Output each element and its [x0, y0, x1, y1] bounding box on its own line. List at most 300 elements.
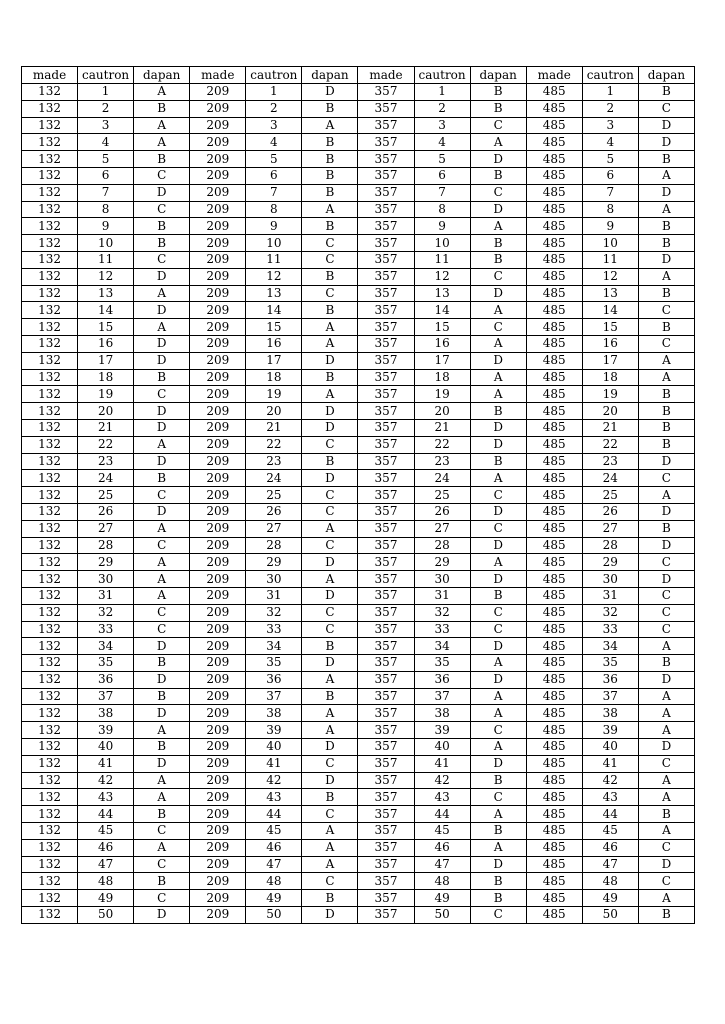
cell-answer: A: [638, 823, 694, 840]
cell-exam-code: 485: [526, 571, 582, 588]
cell-answer: D: [470, 537, 526, 554]
cell-answer: A: [470, 554, 526, 571]
cell-exam-code: 485: [526, 201, 582, 218]
cell-exam-code: 485: [526, 705, 582, 722]
cell-answer: A: [302, 335, 358, 352]
cell-answer: C: [302, 285, 358, 302]
column-header-answer: dapan: [638, 67, 694, 84]
cell-answer: C: [302, 235, 358, 252]
cell-exam-code: 485: [526, 352, 582, 369]
cell-exam-code: 357: [358, 806, 414, 823]
cell-exam-code: 357: [358, 688, 414, 705]
cell-question-number: 30: [78, 571, 134, 588]
cell-answer: A: [134, 84, 190, 101]
cell-answer: D: [470, 201, 526, 218]
cell-question-number: 29: [582, 554, 638, 571]
cell-answer: D: [134, 755, 190, 772]
cell-exam-code: 209: [190, 319, 246, 336]
cell-answer: B: [638, 319, 694, 336]
cell-answer: B: [302, 100, 358, 117]
cell-question-number: 12: [582, 268, 638, 285]
cell-exam-code: 485: [526, 688, 582, 705]
cell-exam-code: 357: [358, 453, 414, 470]
cell-answer: A: [638, 890, 694, 907]
cell-exam-code: 209: [190, 84, 246, 101]
cell-question-number: 21: [246, 419, 302, 436]
cell-answer: C: [638, 302, 694, 319]
table-row: [22, 537, 695, 554]
cell-answer: D: [638, 184, 694, 201]
cell-exam-code: 209: [190, 671, 246, 688]
cell-question-number: 46: [582, 839, 638, 856]
table-row: [22, 403, 695, 420]
cell-question-number: 25: [78, 487, 134, 504]
cell-question-number: 20: [78, 403, 134, 420]
cell-answer: C: [134, 167, 190, 184]
cell-question-number: 43: [246, 789, 302, 806]
table-row: [22, 167, 695, 184]
cell-question-number: 20: [414, 403, 470, 420]
cell-exam-code: 357: [358, 184, 414, 201]
cell-exam-code: 132: [22, 419, 78, 436]
table-row: [22, 587, 695, 604]
cell-answer: A: [134, 134, 190, 151]
cell-question-number: 3: [246, 117, 302, 134]
cell-question-number: 21: [414, 419, 470, 436]
cell-exam-code: 357: [358, 302, 414, 319]
cell-answer: B: [638, 84, 694, 101]
table-row: [22, 705, 695, 722]
cell-exam-code: 209: [190, 705, 246, 722]
cell-question-number: 44: [414, 806, 470, 823]
cell-question-number: 13: [582, 285, 638, 302]
cell-answer: A: [470, 806, 526, 823]
cell-question-number: 15: [246, 319, 302, 336]
cell-exam-code: 485: [526, 873, 582, 890]
cell-answer: B: [302, 134, 358, 151]
cell-exam-code: 209: [190, 268, 246, 285]
cell-question-number: 47: [414, 856, 470, 873]
cell-question-number: 37: [414, 688, 470, 705]
cell-answer: C: [302, 873, 358, 890]
cell-answer: B: [470, 890, 526, 907]
cell-answer: C: [302, 755, 358, 772]
cell-answer: D: [638, 856, 694, 873]
cell-question-number: 41: [246, 755, 302, 772]
cell-question-number: 45: [78, 823, 134, 840]
cell-answer: D: [470, 671, 526, 688]
cell-question-number: 2: [414, 100, 470, 117]
cell-exam-code: 209: [190, 537, 246, 554]
cell-answer: A: [638, 487, 694, 504]
table-row: [22, 319, 695, 336]
table-row: [22, 201, 695, 218]
cell-question-number: 38: [246, 705, 302, 722]
cell-exam-code: 209: [190, 755, 246, 772]
cell-answer: C: [470, 319, 526, 336]
cell-exam-code: 209: [190, 117, 246, 134]
cell-exam-code: 485: [526, 839, 582, 856]
cell-answer: D: [302, 739, 358, 756]
cell-answer: D: [470, 638, 526, 655]
cell-exam-code: 485: [526, 537, 582, 554]
cell-answer: A: [470, 470, 526, 487]
cell-exam-code: 357: [358, 436, 414, 453]
cell-exam-code: 357: [358, 823, 414, 840]
cell-question-number: 39: [246, 722, 302, 739]
cell-question-number: 45: [582, 823, 638, 840]
cell-answer: C: [638, 587, 694, 604]
cell-answer: C: [134, 487, 190, 504]
cell-exam-code: 485: [526, 184, 582, 201]
cell-exam-code: 485: [526, 403, 582, 420]
cell-answer: B: [302, 453, 358, 470]
table-row: [22, 453, 695, 470]
table-row: [22, 235, 695, 252]
cell-answer: B: [302, 268, 358, 285]
cell-question-number: 47: [78, 856, 134, 873]
cell-answer: B: [302, 184, 358, 201]
cell-answer: B: [302, 638, 358, 655]
cell-answer: C: [134, 604, 190, 621]
cell-answer: C: [470, 722, 526, 739]
cell-answer: A: [638, 167, 694, 184]
cell-question-number: 19: [78, 386, 134, 403]
cell-answer: C: [470, 117, 526, 134]
cell-exam-code: 209: [190, 907, 246, 924]
cell-question-number: 41: [78, 755, 134, 772]
cell-exam-code: 132: [22, 571, 78, 588]
table-row: [22, 789, 695, 806]
cell-answer: D: [134, 419, 190, 436]
cell-question-number: 47: [582, 856, 638, 873]
cell-answer: C: [638, 604, 694, 621]
cell-exam-code: 357: [358, 671, 414, 688]
table-row: [22, 571, 695, 588]
cell-answer: C: [134, 537, 190, 554]
cell-question-number: 10: [78, 235, 134, 252]
cell-answer: D: [302, 554, 358, 571]
cell-question-number: 35: [582, 655, 638, 672]
cell-question-number: 13: [78, 285, 134, 302]
cell-exam-code: 485: [526, 117, 582, 134]
cell-exam-code: 357: [358, 907, 414, 924]
cell-question-number: 48: [78, 873, 134, 890]
cell-question-number: 41: [582, 755, 638, 772]
cell-answer: A: [470, 218, 526, 235]
cell-question-number: 8: [78, 201, 134, 218]
cell-exam-code: 485: [526, 722, 582, 739]
cell-exam-code: 357: [358, 100, 414, 117]
cell-question-number: 19: [414, 386, 470, 403]
cell-answer: A: [470, 688, 526, 705]
cell-exam-code: 132: [22, 201, 78, 218]
cell-question-number: 18: [246, 369, 302, 386]
cell-question-number: 36: [414, 671, 470, 688]
cell-question-number: 48: [582, 873, 638, 890]
cell-answer: C: [470, 789, 526, 806]
cell-question-number: 42: [414, 772, 470, 789]
cell-question-number: 37: [582, 688, 638, 705]
cell-question-number: 34: [78, 638, 134, 655]
cell-answer: A: [470, 369, 526, 386]
cell-answer: D: [134, 403, 190, 420]
cell-exam-code: 209: [190, 739, 246, 756]
cell-exam-code: 209: [190, 638, 246, 655]
cell-exam-code: 485: [526, 167, 582, 184]
cell-question-number: 28: [582, 537, 638, 554]
cell-exam-code: 209: [190, 587, 246, 604]
cell-question-number: 37: [78, 688, 134, 705]
cell-exam-code: 357: [358, 319, 414, 336]
cell-question-number: 42: [246, 772, 302, 789]
cell-exam-code: 485: [526, 755, 582, 772]
cell-answer: B: [470, 587, 526, 604]
table-row: [22, 722, 695, 739]
cell-answer: B: [638, 285, 694, 302]
cell-exam-code: 209: [190, 520, 246, 537]
cell-answer: B: [638, 436, 694, 453]
cell-question-number: 23: [78, 453, 134, 470]
cell-exam-code: 132: [22, 537, 78, 554]
cell-question-number: 14: [414, 302, 470, 319]
cell-exam-code: 485: [526, 604, 582, 621]
cell-question-number: 4: [414, 134, 470, 151]
cell-answer: C: [470, 604, 526, 621]
cell-answer: B: [302, 218, 358, 235]
cell-exam-code: 357: [358, 285, 414, 302]
cell-question-number: 32: [582, 604, 638, 621]
cell-exam-code: 209: [190, 386, 246, 403]
cell-exam-code: 132: [22, 251, 78, 268]
cell-exam-code: 209: [190, 554, 246, 571]
cell-answer: D: [302, 352, 358, 369]
cell-answer: D: [134, 503, 190, 520]
cell-answer: D: [134, 638, 190, 655]
cell-question-number: 39: [78, 722, 134, 739]
cell-exam-code: 132: [22, 722, 78, 739]
table-row: [22, 755, 695, 772]
cell-exam-code: 485: [526, 621, 582, 638]
cell-exam-code: 485: [526, 335, 582, 352]
cell-question-number: 9: [582, 218, 638, 235]
cell-answer: A: [134, 772, 190, 789]
cell-question-number: 31: [414, 587, 470, 604]
table-row: [22, 638, 695, 655]
cell-exam-code: 485: [526, 369, 582, 386]
cell-answer: A: [470, 386, 526, 403]
cell-answer: A: [470, 134, 526, 151]
cell-question-number: 7: [414, 184, 470, 201]
table-row: [22, 621, 695, 638]
cell-exam-code: 485: [526, 907, 582, 924]
cell-question-number: 35: [246, 655, 302, 672]
cell-exam-code: 209: [190, 453, 246, 470]
table-row: [22, 772, 695, 789]
cell-question-number: 44: [78, 806, 134, 823]
cell-question-number: 49: [582, 890, 638, 907]
cell-exam-code: 132: [22, 151, 78, 168]
cell-exam-code: 485: [526, 386, 582, 403]
cell-answer: A: [638, 722, 694, 739]
cell-question-number: 33: [78, 621, 134, 638]
cell-answer: D: [470, 755, 526, 772]
cell-answer: A: [638, 369, 694, 386]
cell-answer: C: [638, 335, 694, 352]
cell-exam-code: 209: [190, 470, 246, 487]
cell-answer: C: [638, 873, 694, 890]
cell-question-number: 23: [246, 453, 302, 470]
cell-question-number: 48: [246, 873, 302, 890]
cell-question-number: 24: [582, 470, 638, 487]
cell-answer: D: [302, 419, 358, 436]
cell-question-number: 17: [246, 352, 302, 369]
cell-question-number: 7: [582, 184, 638, 201]
cell-question-number: 46: [246, 839, 302, 856]
cell-exam-code: 485: [526, 587, 582, 604]
cell-answer: D: [470, 856, 526, 873]
cell-exam-code: 357: [358, 251, 414, 268]
cell-answer: B: [134, 655, 190, 672]
cell-answer: A: [470, 335, 526, 352]
column-header-exam-code: made: [22, 67, 78, 84]
cell-question-number: 7: [246, 184, 302, 201]
cell-exam-code: 485: [526, 285, 582, 302]
cell-exam-code: 209: [190, 403, 246, 420]
table-row: [22, 823, 695, 840]
cell-question-number: 20: [246, 403, 302, 420]
cell-question-number: 25: [582, 487, 638, 504]
cell-exam-code: 132: [22, 907, 78, 924]
table-row: [22, 352, 695, 369]
cell-answer: C: [470, 907, 526, 924]
cell-question-number: 16: [246, 335, 302, 352]
cell-question-number: 35: [414, 655, 470, 672]
cell-answer: D: [470, 352, 526, 369]
column-header-question-number: cautron: [582, 67, 638, 84]
column-header-question-number: cautron: [78, 67, 134, 84]
cell-answer: C: [302, 436, 358, 453]
cell-question-number: 5: [414, 151, 470, 168]
cell-question-number: 18: [582, 369, 638, 386]
cell-question-number: 8: [582, 201, 638, 218]
cell-answer: B: [134, 235, 190, 252]
cell-exam-code: 132: [22, 335, 78, 352]
cell-answer: D: [470, 503, 526, 520]
cell-question-number: 9: [78, 218, 134, 235]
cell-question-number: 50: [78, 907, 134, 924]
cell-question-number: 38: [414, 705, 470, 722]
cell-answer: B: [638, 806, 694, 823]
cell-question-number: 48: [414, 873, 470, 890]
cell-exam-code: 132: [22, 823, 78, 840]
cell-exam-code: 485: [526, 487, 582, 504]
cell-answer: D: [134, 352, 190, 369]
cell-answer: D: [638, 739, 694, 756]
cell-question-number: 23: [414, 453, 470, 470]
cell-answer: D: [302, 84, 358, 101]
cell-answer: D: [638, 671, 694, 688]
cell-answer: B: [302, 890, 358, 907]
table-row: [22, 369, 695, 386]
cell-question-number: 50: [582, 907, 638, 924]
cell-question-number: 44: [582, 806, 638, 823]
cell-exam-code: 132: [22, 587, 78, 604]
cell-exam-code: 132: [22, 100, 78, 117]
cell-exam-code: 485: [526, 772, 582, 789]
table-row: [22, 184, 695, 201]
cell-question-number: 22: [78, 436, 134, 453]
cell-question-number: 22: [582, 436, 638, 453]
table-row: [22, 487, 695, 504]
column-header-exam-code: made: [190, 67, 246, 84]
cell-answer: D: [470, 436, 526, 453]
cell-question-number: 33: [582, 621, 638, 638]
table-row: [22, 419, 695, 436]
cell-answer: B: [638, 907, 694, 924]
cell-question-number: 31: [246, 587, 302, 604]
cell-answer: A: [302, 823, 358, 840]
cell-exam-code: 357: [358, 856, 414, 873]
cell-question-number: 22: [414, 436, 470, 453]
table-row: [22, 856, 695, 873]
cell-answer: D: [302, 470, 358, 487]
column-header-answer: dapan: [470, 67, 526, 84]
cell-question-number: 5: [246, 151, 302, 168]
cell-answer: C: [134, 856, 190, 873]
cell-exam-code: 132: [22, 403, 78, 420]
cell-exam-code: 357: [358, 621, 414, 638]
cell-question-number: 46: [414, 839, 470, 856]
cell-answer: A: [470, 705, 526, 722]
cell-answer: B: [302, 167, 358, 184]
cell-exam-code: 485: [526, 823, 582, 840]
cell-answer: D: [134, 453, 190, 470]
cell-answer: A: [134, 722, 190, 739]
cell-exam-code: 132: [22, 856, 78, 873]
cell-question-number: 1: [246, 84, 302, 101]
cell-question-number: 43: [414, 789, 470, 806]
cell-answer: A: [638, 638, 694, 655]
cell-answer: D: [470, 151, 526, 168]
cell-question-number: 28: [78, 537, 134, 554]
cell-answer: B: [638, 218, 694, 235]
cell-question-number: 4: [78, 134, 134, 151]
cell-answer: A: [134, 789, 190, 806]
cell-question-number: 11: [78, 251, 134, 268]
cell-answer: B: [470, 84, 526, 101]
cell-question-number: 8: [246, 201, 302, 218]
cell-exam-code: 357: [358, 167, 414, 184]
cell-question-number: 2: [78, 100, 134, 117]
cell-answer: B: [470, 251, 526, 268]
cell-question-number: 17: [414, 352, 470, 369]
cell-exam-code: 132: [22, 285, 78, 302]
cell-question-number: 43: [582, 789, 638, 806]
cell-question-number: 9: [414, 218, 470, 235]
cell-question-number: 26: [414, 503, 470, 520]
column-header-answer: dapan: [134, 67, 190, 84]
cell-question-number: 25: [414, 487, 470, 504]
cell-question-number: 4: [246, 134, 302, 151]
cell-exam-code: 485: [526, 251, 582, 268]
cell-question-number: 42: [582, 772, 638, 789]
cell-exam-code: 209: [190, 823, 246, 840]
cell-exam-code: 485: [526, 638, 582, 655]
cell-answer: A: [302, 201, 358, 218]
cell-exam-code: 132: [22, 621, 78, 638]
table-header: [22, 67, 695, 84]
